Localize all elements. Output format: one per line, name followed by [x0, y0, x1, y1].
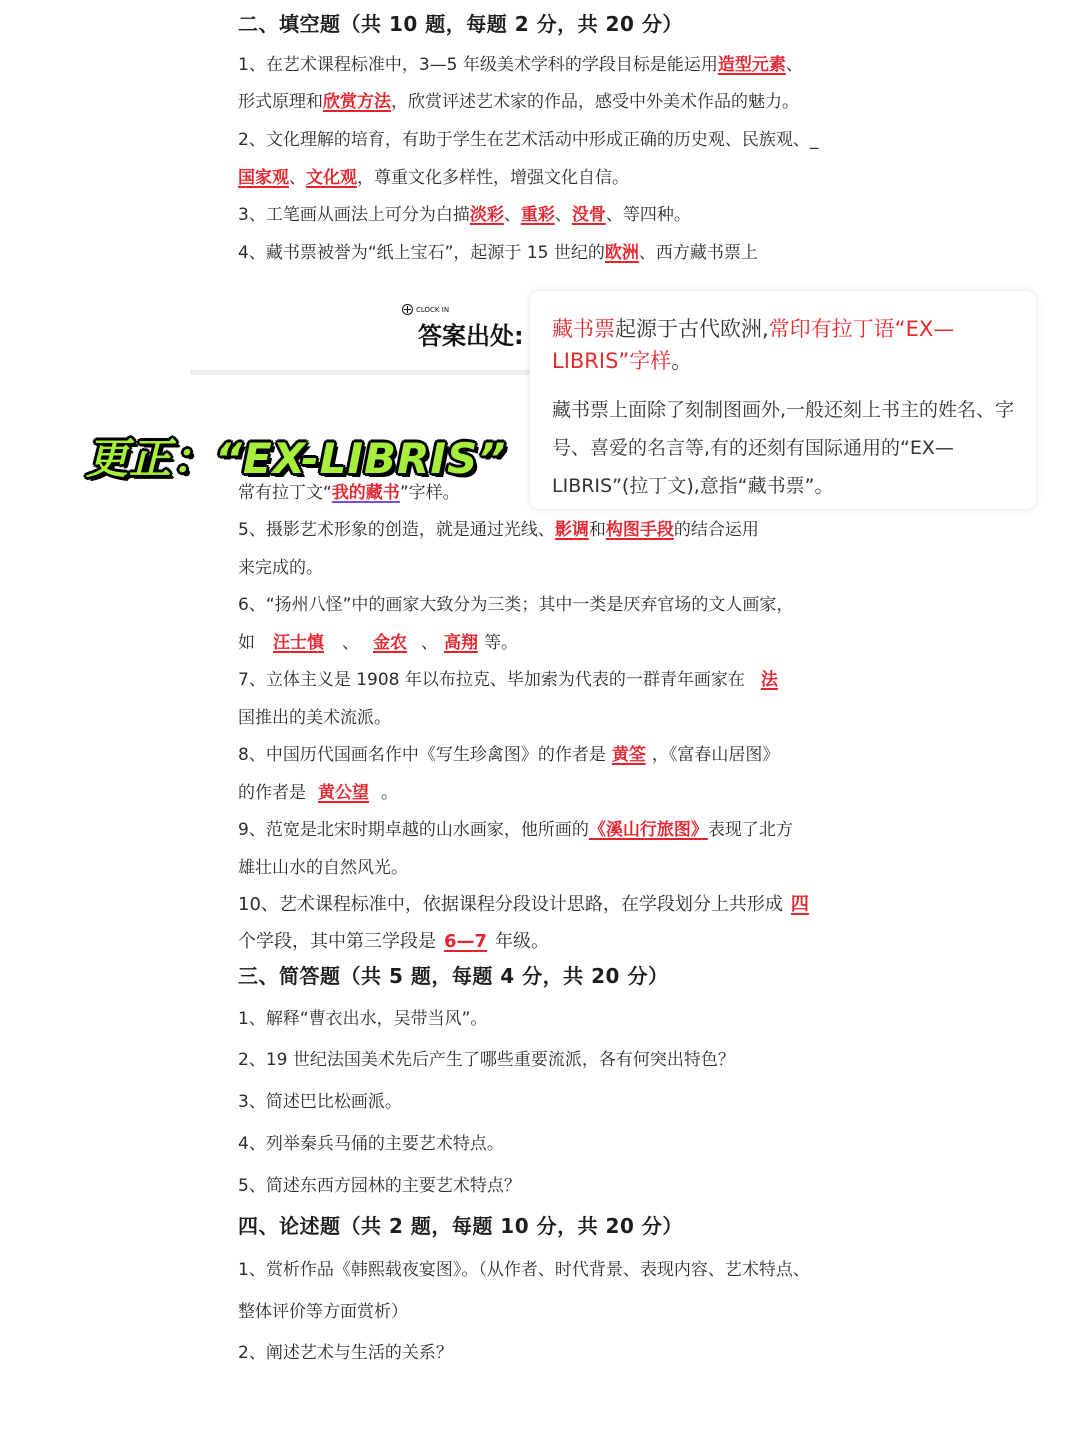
q10-answer-1: 四	[790, 894, 809, 915]
q7-text-a: 7、立体主义是 1908 年以布拉克、毕加索为代表的一群青年画家在	[238, 670, 745, 690]
s3-item-1: 1、解释“曹衣出水，吴带当风”。	[238, 1009, 488, 1029]
s4-item-1a: 1、赏析作品《韩熙载夜宴图》。（从作者、时代背景、表现内容、艺术特点、	[238, 1260, 810, 1280]
q6-text-e: 等。	[484, 633, 518, 653]
q5-text-c: 的结合运用	[673, 520, 759, 540]
s4-item-2: 2、阐述艺术与生活的关系？	[238, 1343, 453, 1363]
q10-text-a: 10、艺术课程标准中，依据课程分段设计思路，在学段划分上共形成	[238, 894, 783, 915]
q6-line2	[238, 631, 518, 655]
card-title-end: 。	[671, 349, 693, 373]
q8-text-b: ，《富春山居图》	[651, 745, 780, 765]
q10-text-c: 年级。	[495, 931, 550, 952]
q10-line1	[238, 893, 817, 917]
q7-line1	[238, 668, 794, 692]
q4-text-c: 常有拉丁文“	[238, 483, 332, 503]
q7-text-b: 国推出的美术流派。	[238, 708, 391, 728]
q6-text-b: 如	[238, 633, 255, 653]
card-title-red2: 常印有拉丁语“EX—LIBRIS”字样	[552, 317, 955, 373]
q4-text-d: ”字样。	[399, 483, 460, 503]
q5-text-d: 来完成的。	[238, 558, 323, 578]
q6-text-d: 、	[421, 633, 438, 653]
s3-item-4: 4、列举秦兵马俑的主要艺术特点。	[238, 1134, 504, 1154]
q1-line2	[238, 90, 799, 114]
q3-text-d: 、等四种。	[605, 205, 691, 225]
q1-text-a: 1、在艺术课程标准中，3—5 年级美术学科的学段目标是能运用	[238, 55, 718, 75]
q5-text-a: 5、摄影艺术形象的创造，就是通过光线、	[238, 520, 555, 540]
card-body: 藏书票上面除了刻制图画外,一般还刻上书主的姓名、字号、喜爱的名言等,有的还刻有国际通用的“EX—LIBRIS”(拉丁文),意指“藏书票”。	[552, 399, 1015, 497]
q4-text-a: 4、藏书票被誉为“纸上宝石”，起源于 15 世纪的	[238, 243, 605, 263]
q8-answer-2: 黄公望	[318, 783, 369, 803]
q2-line1	[238, 128, 818, 152]
q1-answer-1: 造型元素	[717, 55, 786, 75]
q7-line2	[238, 706, 391, 730]
q3-text-c: 、	[554, 205, 572, 225]
q1-line1	[238, 53, 803, 77]
q6-text-c: 、	[342, 633, 359, 653]
q4-answer-1: 欧洲	[604, 243, 639, 263]
answer-source-label: 答案出处:	[418, 322, 524, 350]
q3-answer-3: 没骨	[571, 205, 606, 225]
correction-label: 更正：“EX-LIBRIS”	[86, 434, 507, 483]
clock-in-text: CLOCK IN	[416, 305, 450, 314]
q4-line1	[238, 241, 758, 265]
q10-answer-2: 6—7	[444, 931, 488, 952]
q9-text-a: 9、范宽是北宋时期卓越的山水画家，他所画的	[238, 820, 589, 840]
q9-line1	[238, 818, 793, 842]
s3-item-5: 5、简述东西方园林的主要艺术特点？	[238, 1176, 521, 1196]
q2-text-c: ，尊重文化多样性，增强文化自信。	[357, 168, 629, 188]
q1-text-c: 形式原理和	[238, 92, 323, 112]
q2-line2	[238, 166, 629, 190]
q5-answer-2: 构图手段	[605, 520, 674, 540]
q8-line1	[238, 743, 779, 767]
card-title	[552, 313, 1022, 377]
section2-heading: 二、填空题（共 10 题，每题 2 分，共 20 分）	[238, 12, 683, 36]
q5-answer-1: 影调	[554, 520, 589, 540]
q8-text-d: 。	[381, 783, 398, 803]
q5-text-b: 和	[588, 520, 606, 540]
clock-icon	[402, 304, 413, 315]
q1-answer-2: 欣赏方法	[323, 92, 391, 112]
q6-answer-2: 金农	[373, 633, 407, 653]
q3-answer-2: 重彩	[520, 205, 555, 225]
q5-line2	[238, 556, 323, 580]
clock-in-badge	[402, 304, 449, 315]
q3-text-a: 3、工笔画从画法上可分为白描	[238, 205, 470, 225]
q8-text-c: 的作者是	[238, 783, 306, 803]
q2-answer-1: 国家观	[238, 168, 289, 188]
q3-answer-1: 淡彩	[469, 205, 504, 225]
q3-line	[238, 203, 691, 227]
section4-heading: 四、论述题（共 2 题，每题 10 分，共 20 分）	[238, 1214, 683, 1238]
card-title-red1: 藏书票	[552, 317, 615, 341]
q3-text-b: 、	[503, 205, 521, 225]
q10-line2	[238, 930, 549, 954]
q2-text-b: 、	[289, 168, 306, 188]
q9-answer-1: 《溪山行旅图》	[588, 820, 708, 840]
q6-line1	[238, 593, 793, 617]
card-title-mid: 起源于古代欧洲,	[615, 317, 769, 341]
q8-answer-1: 黄筌	[611, 745, 646, 765]
section3-heading: 三、简答题（共 5 题，每题 4 分，共 20 分）	[238, 964, 669, 988]
q4-line2	[238, 481, 460, 505]
q4-text-b: 、西方藏书票上	[638, 243, 758, 263]
q9-text-c: 雄壮山水的自然风光。	[238, 858, 408, 878]
q1-text-d: ，欣赏评述艺术家的作品，感受中外美术作品的魅力。	[391, 92, 799, 112]
q10-text-b: 个学段，其中第三学段是	[238, 931, 436, 952]
q1-text-b: 、	[785, 55, 803, 75]
q4-answer-2: 我的藏书	[331, 483, 400, 503]
q6-text-a: 6、“扬州八怪”中的画家大致分为三类；其中一类是厌弃官场的文人画家，	[238, 595, 794, 615]
q7-answer-1: 法	[760, 670, 778, 690]
q8-text-a: 8、中国历代国画名作中《写生珍禽图》的作者是	[238, 745, 606, 765]
q9-text-b: 表现了北方	[707, 820, 793, 840]
q6-answer-3: 高翔	[444, 633, 478, 653]
s3-item-3: 3、简述巴比松画派。	[238, 1092, 402, 1112]
s4-item-1b: 整体评价等方面赏析）	[238, 1302, 408, 1322]
q8-line2	[238, 781, 398, 805]
q6-answer-1: 汪士慎	[273, 633, 324, 653]
s3-item-2: 2、19 世纪法国美术先后产生了哪些重要流派，各有何突出特色？	[238, 1050, 735, 1070]
answer-source-card	[530, 291, 1036, 509]
q2-answer-2: 文化观	[306, 168, 357, 188]
q5-line1	[238, 518, 759, 542]
q2-text-a: 2、文化理解的培育，有助于学生在艺术活动中形成正确的历史观、民族观、_	[238, 130, 819, 150]
q9-line2	[238, 856, 408, 880]
